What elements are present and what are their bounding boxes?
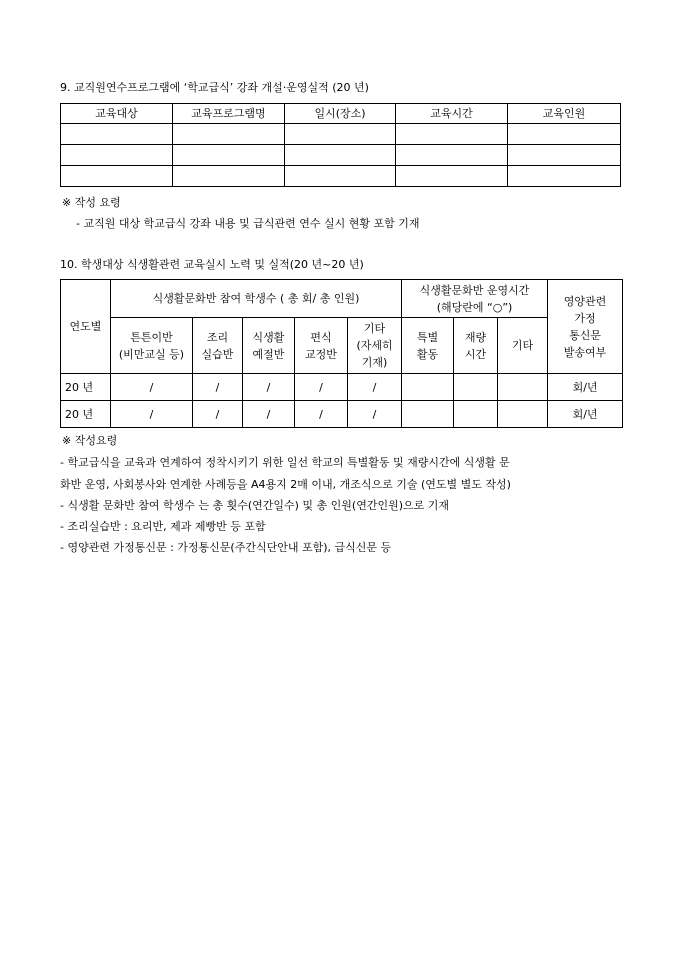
table-cell[interactable]: /	[243, 401, 295, 428]
table-cell[interactable]	[173, 166, 285, 187]
table-cell[interactable]: 회/년	[548, 401, 623, 428]
table-cell[interactable]: /	[111, 401, 193, 428]
col-header: 일시(장소)	[285, 104, 396, 124]
header-line: 발송여부	[563, 345, 607, 359]
subheader-cell	[243, 318, 295, 374]
header-line: 통신문	[569, 328, 601, 342]
header-line: 시간	[464, 347, 487, 361]
group-header-participants: 식생활문화반 참여 학생수 ( 총 회/ 총 인원)	[111, 280, 402, 318]
table-cell[interactable]	[402, 374, 454, 401]
table-header-row	[61, 280, 623, 318]
subheader-cell	[193, 318, 243, 374]
table-cell[interactable]	[61, 124, 173, 145]
table-row	[61, 374, 623, 401]
table-cell[interactable]	[173, 124, 285, 145]
header-line: 조리	[206, 330, 229, 344]
table-cell[interactable]	[498, 374, 548, 401]
table-cell[interactable]	[61, 166, 173, 187]
header-line: 실습반	[201, 347, 234, 361]
table-cell[interactable]: /	[193, 374, 243, 401]
section-9-title: 9. 교직원연수프로그램에 ‘학교급식’ 강좌 개설·운영실적 (20 년)	[60, 81, 369, 94]
table-cell[interactable]	[396, 166, 508, 187]
header-line: (비만교실 등)	[118, 347, 185, 361]
col-header: 교육인원	[508, 104, 621, 124]
header-line: 교정반	[305, 347, 337, 361]
table-cell[interactable]	[285, 145, 396, 166]
note-line: 화반 운영, 사회봉사와 연계한 사례등을 A4용지 2매 이내, 개조식으로 기술 (연도별 별도 작성)	[60, 478, 511, 491]
header-line: 기타	[363, 322, 386, 335]
table-cell[interactable]	[454, 401, 498, 428]
table-row	[61, 124, 621, 145]
header-line: 가정	[574, 311, 596, 325]
table-cell[interactable]: /	[295, 401, 348, 428]
group-header-newsletter	[548, 280, 623, 374]
subheader-cell	[402, 318, 454, 374]
subheader-cell	[348, 318, 402, 374]
header-line: (자세히	[356, 339, 393, 352]
header-line: 영양관련	[563, 294, 607, 308]
group-header-hours	[402, 280, 548, 318]
note-line: - 학교급식을 교육과 연계하여 정착시키기 위한 일선 학교의 특별활동 및 재량시간에 식생활 문	[60, 456, 510, 469]
table-cell[interactable]	[498, 401, 548, 428]
table-cell[interactable]	[508, 166, 621, 187]
header-line: 식생활문화반 운영시간	[419, 283, 530, 297]
col-header: 교육프로그램명	[173, 104, 285, 124]
note-heading: ※ 작성 요령	[62, 196, 121, 209]
header-line: 튼튼이반	[130, 330, 173, 344]
table-cell[interactable]	[285, 166, 396, 187]
student-education-table	[60, 279, 623, 428]
table-cell[interactable]: 회/년	[548, 374, 623, 401]
header-line: 활동	[416, 347, 439, 361]
table-cell[interactable]: /	[193, 401, 243, 428]
year-cell[interactable]: 20 년	[61, 374, 111, 401]
header-line: 기재)	[361, 356, 388, 369]
table-subheader-row	[61, 318, 623, 374]
section-10-title: 10. 학생대상 식생활관련 교육실시 노력 및 실적(20 년~20 년)	[60, 258, 364, 271]
year-header: 연도별	[61, 280, 111, 374]
header-line: 편식	[310, 330, 332, 344]
header-line: (해당란에 “○”)	[436, 300, 513, 314]
col-header: 교육시간	[396, 104, 508, 124]
table-cell[interactable]	[396, 145, 508, 166]
note-heading: ※ 작성요령	[62, 434, 118, 447]
subheader-cell	[111, 318, 193, 374]
table-row	[61, 166, 621, 187]
table-cell[interactable]	[508, 145, 621, 166]
note-line: - 교직원 대상 학교급식 강좌 내용 및 급식관련 연수 실시 현황 포함 기재	[76, 217, 420, 230]
subheader-cell	[295, 318, 348, 374]
note-line: - 영양관련 가정통신문 : 가정통신문(주간식단안내 포함), 급식신문 등	[60, 541, 392, 554]
subheader-cell	[454, 318, 498, 374]
table-row	[61, 145, 621, 166]
teacher-training-table	[60, 103, 621, 187]
note-line: - 조리실습반 : 요리반, 제과 제빵반 등 포함	[60, 520, 266, 533]
table-cell[interactable]: /	[111, 374, 193, 401]
year-cell[interactable]: 20 년	[61, 401, 111, 428]
table-cell[interactable]: /	[348, 374, 402, 401]
table-cell[interactable]	[508, 124, 621, 145]
table-cell[interactable]	[285, 124, 396, 145]
table-cell[interactable]	[61, 145, 173, 166]
col-header: 교육대상	[61, 104, 173, 124]
table-cell[interactable]: /	[243, 374, 295, 401]
header-line: 식생활	[252, 330, 285, 344]
header-line: 재량	[464, 330, 487, 344]
header-line: 특별	[416, 330, 439, 344]
table-cell[interactable]	[402, 401, 454, 428]
table-cell[interactable]	[173, 145, 285, 166]
subheader-cell: 기타	[498, 318, 548, 374]
table-cell[interactable]	[396, 124, 508, 145]
table-header-row	[61, 104, 621, 124]
header-line: 예절반	[252, 347, 285, 361]
table-cell[interactable]: /	[295, 374, 348, 401]
table-cell[interactable]	[454, 374, 498, 401]
table-cell[interactable]: /	[348, 401, 402, 428]
note-line: - 식생활 문화반 참여 학생수 는 총 횟수(연간일수) 및 총 인원(연간인원)으로 기재	[60, 499, 450, 512]
table-row	[61, 401, 623, 428]
